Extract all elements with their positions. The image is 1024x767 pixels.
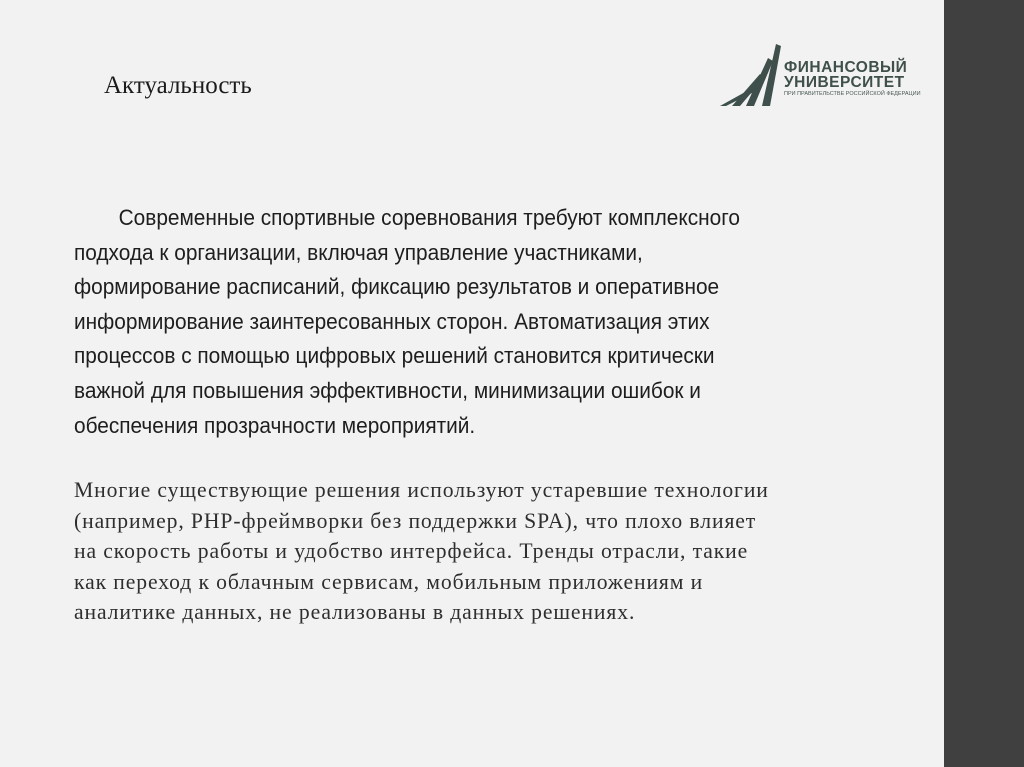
paragraph-2-line: Многие существующие решения используют устаревшие технологии — [74, 477, 769, 502]
paragraph-1-line: подхода к организации, включая управление участниками, — [74, 239, 643, 265]
logo-line-3: ПРИ ПРАВИТЕЛЬСТВЕ РОССИЙСКОЙ ФЕДЕРАЦИИ — [784, 91, 921, 97]
logo-emblem-icon — [718, 44, 784, 110]
paragraph-1-line: Современные спортивные соревнования требуют комплексного — [118, 205, 740, 230]
paragraph-1 — [74, 201, 883, 443]
logo-text — [784, 60, 921, 98]
paragraph-2-line: на скорость работы и удобство интерфейса. Тренды отрасли, такие — [74, 538, 749, 564]
paragraph-2 — [74, 475, 769, 628]
university-logo — [718, 44, 928, 110]
paragraph-2-line: как переход к облачным сервисам, мобильным приложениям и — [74, 568, 704, 594]
paragraph-1-line: формирование расписаний, фиксацию результатов и оперативное — [74, 274, 720, 300]
paragraph-1-line: информирование заинтересованных сторон. Автоматизация этих — [74, 308, 710, 334]
paragraph-1-line: обеспечения прозрачности мероприятий. — [74, 412, 476, 438]
right-sidebar — [944, 0, 1024, 767]
paragraph-2-line: аналитике данных, не реализованы в данных решениях. — [74, 599, 636, 625]
paragraph-1-line: процессов с помощью цифровых решений становится критически — [74, 343, 715, 369]
logo-line-2: УНИВЕРСИТЕТ — [784, 74, 905, 91]
slide-title: Актуальность — [104, 72, 252, 99]
paragraph-1-line: важной для повышения эффективности, минимизации ошибок и — [74, 377, 701, 403]
logo-line-1: ФИНАНСОВЫЙ — [784, 59, 908, 76]
paragraph-2-line: (например, PHP-фреймворки без поддержки SPA), что плохо влияет — [74, 507, 757, 533]
